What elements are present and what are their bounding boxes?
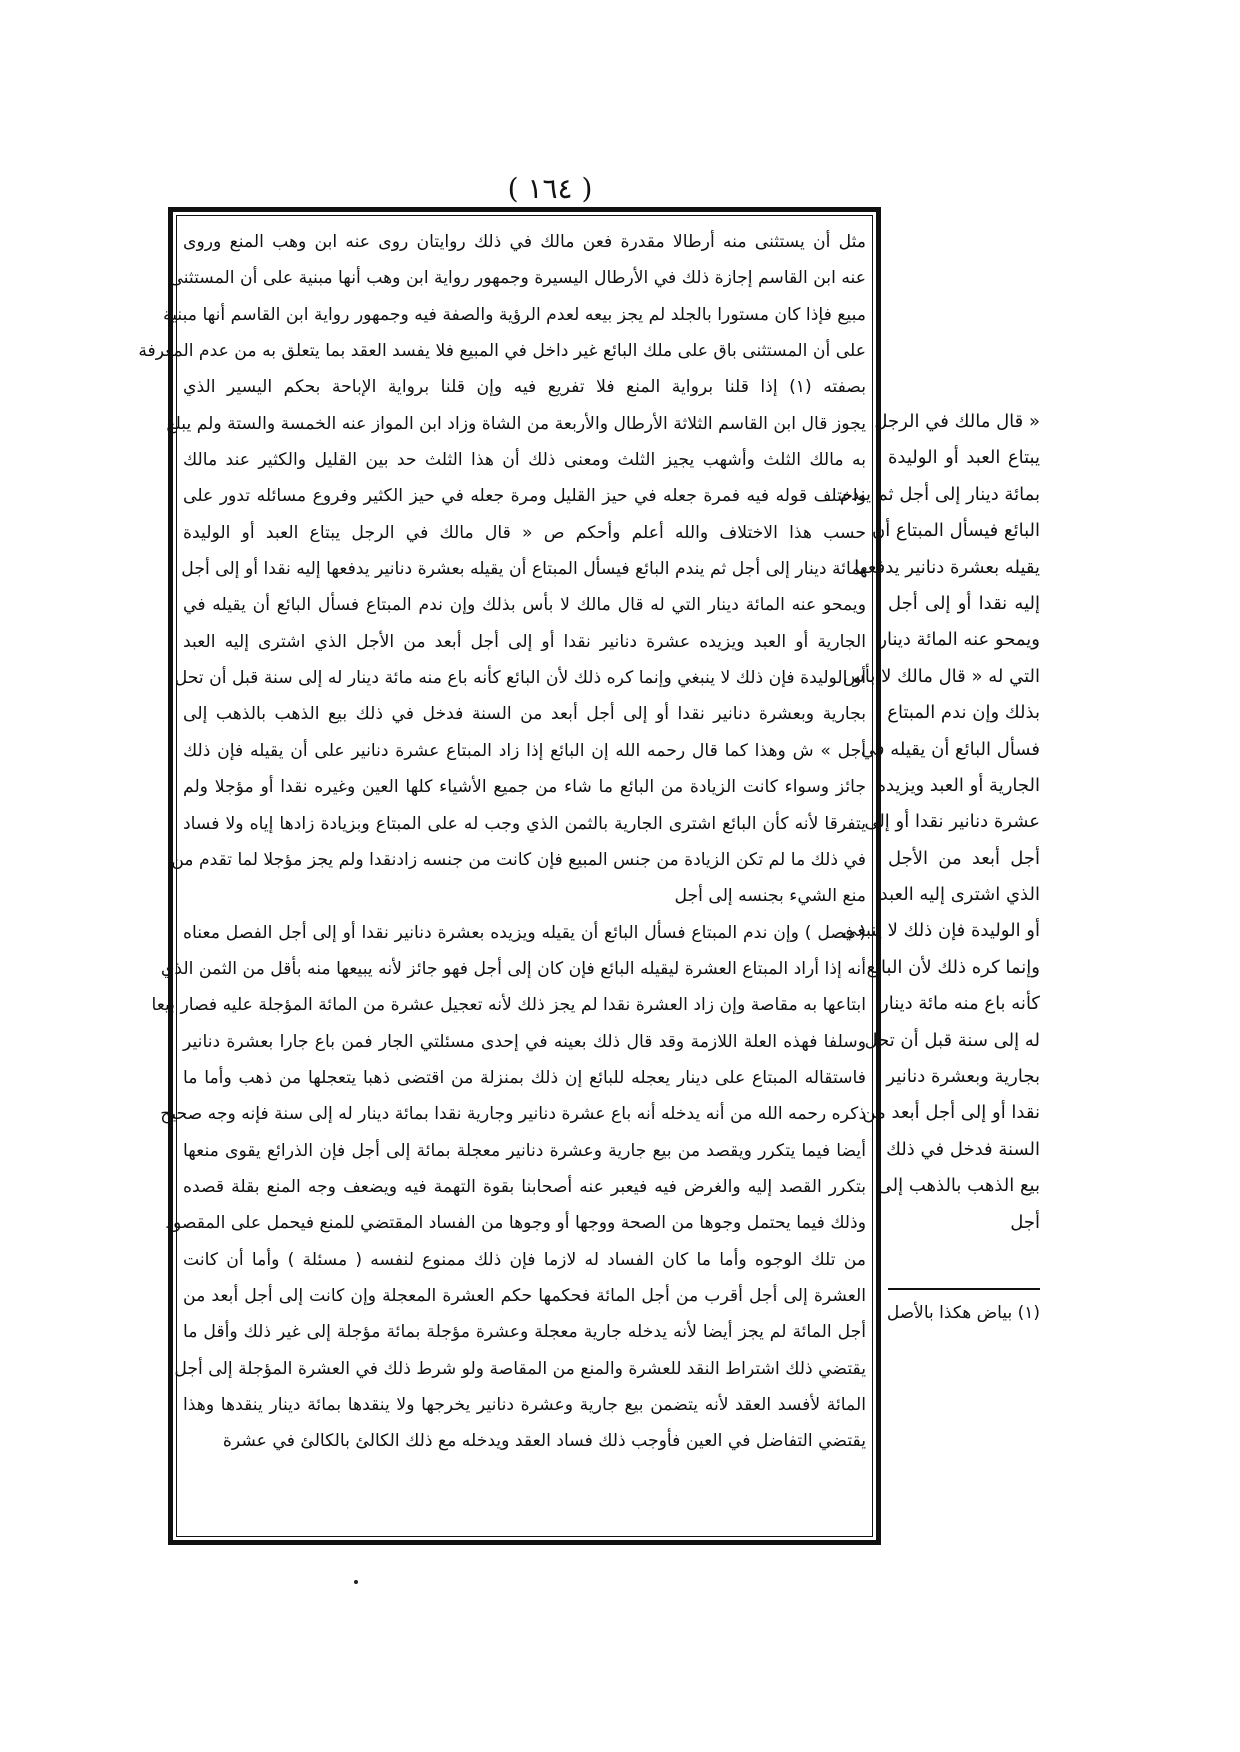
main-text-line: بمائة دينار إلى أجل ثم يندم البائع فيسأل المبتاع أن يقيله بعشرة دنانير يدفعها إليه نقدا أو إلى أجل: [181, 559, 866, 580]
main-text-line: وسلفا فهذه العلة اللازمة وقد قال ذلك بعينه في إحدى مسئلتي الجار فمن باع جارا بعشرة دنانير: [183, 1031, 866, 1052]
margin-text-line: يقيله بعشرة دنانير يدفعها: [854, 556, 1040, 578]
main-text-line: المائة لأفسد العقد لأنه يتضمن بيع جارية وعشرة دنانير يخرجها ولا ينقدها بمائة دينار ينقدها وهذا: [183, 1395, 866, 1415]
margin-text-line: أجل أبعد من الأجل: [888, 847, 1040, 869]
main-text-line: ذكره رحمه الله من أنه يدخله أنه باع عشرة دنانير وجارية نقدا بمائة دينار له إلى سنة فإنه وجه صحيح: [160, 1104, 866, 1125]
main-text-line: ( فصل ) وإن ندم المبتاع فسأل البائع أن يقيله ويزيده بعشرة دنانير نقدا أو إلى أجل الفصل معناه: [183, 922, 866, 943]
margin-text-line: بذلك وإن ندم المبتاع: [887, 702, 1040, 724]
margin-text-line: الذي اشترى إليه العبد: [879, 884, 1040, 906]
margin-text-line: وإنما كره ذلك لأن البائع: [866, 956, 1040, 978]
margin-text-line: أجل: [1010, 1211, 1040, 1233]
main-text-line: أجل » ش وهذا كما قال رحمه الله إن البائع إذا زاد المبتاع عشرة دنانير على أن يقيله فإن ذلك: [183, 740, 866, 761]
main-text-line: مبيع فإذا كان مستورا بالجلد لم يجز بيعه لعدم الرؤية والصفة فيه وجمهور رواية ابن القاسم أنها مبنية: [163, 304, 866, 325]
main-text-line: على أن المستثنى باق على ملك البائع غير داخل في المبيع فلا يفسد العقد بما يتعلق به من عدم المعرفة: [138, 341, 866, 362]
margin-text-line: يبتاع العبد أو الوليدة: [888, 447, 1040, 469]
ink-dot: [354, 1580, 358, 1584]
main-text-line: أنه إذا أراد المبتاع العشرة ليقيله البائع فإن كان إلى أجل فهو جائز لأنه يبيعها منه بأقل من الثمن الذي: [160, 958, 866, 979]
margin-text-line: بيع الذهب بالذهب إلى: [877, 1175, 1040, 1197]
main-text-line: بصفته (١) إذا قلنا برواية المنع فلا تفريع فيه وإن قلنا برواية الإباحة بحكم اليسير الذي: [183, 377, 866, 398]
main-text-line: في ذلك ما لم تكن الزيادة من جنس المبيع فإن كانت من جنسه زادنقدا ولم يجز مؤجلا لما تقدم من: [171, 849, 866, 870]
margin-text-line: الجارية أو العبد ويزيده: [876, 774, 1040, 796]
margin-commentary: [839, 404, 1040, 1241]
margin-text-line: أو الوليدة فإن ذلك لا ينبغي: [842, 920, 1040, 942]
margin-text-line: البائع فيسأل المبتاع أن: [871, 520, 1040, 542]
margin-text-line: « قال مالك في الرجل: [874, 411, 1040, 432]
main-text-body: [138, 224, 866, 1530]
margin-text-line: ويمحو عنه المائة دينار: [878, 629, 1040, 651]
margin-text-line: كأنه باع منه مائة دينار: [880, 993, 1040, 1015]
main-text-line: مثل أن يستثنى منه أرطالا مقدرة فعن مالك في ذلك روايتان روى عنه ابن وهب المنع وروى: [183, 232, 866, 252]
main-text-line: العشرة إلى أجل أقرب من أجل المائة فحكمها حكم العشرة المعجلة وإن كانت إلى أجل أبعد من: [183, 1285, 866, 1306]
margin-text-line: نقدا أو إلى أجل أبعد من: [862, 1102, 1040, 1124]
margin-text-line: بجارية وبعشرة دنانير: [886, 1066, 1040, 1088]
main-text-line: وذلك فيما يحتمل وجوها من الصحة ووجها أو وجوها من الفساد المقتضي للمنع فيحمل على المقصود: [165, 1213, 866, 1234]
main-text-line: جائز وسواء كانت الزيادة من البائع ما شاء من جميع الأشياء كلها العين وغيره نقدا أو مؤجلا ولم: [183, 777, 866, 798]
margin-text-line: فسأل البائع أن يقيله في: [860, 738, 1040, 760]
main-text-line: يقتضي التفاضل في العين فأوجب ذلك فساد العقد ويدخله مع ذلك الكالئ بالكالئ في عشرة: [222, 1431, 866, 1452]
main-text-line: حسب هذا الاختلاف والله أعلم وأحكم ص « قال مالك في الرجل يبتاع العبد أو الوليدة: [183, 522, 866, 543]
main-text-line: يتفرقا لأنه كأن البائع اشترى الجارية بالثمن الذي وجب له على المبتاع وبزيادة زادها إياه ولا فساد: [183, 813, 866, 834]
main-text-line: منع الشيء بجنسه إلى أجل: [674, 886, 866, 907]
page-number: ( ١٦٤ ): [507, 172, 593, 205]
main-text-line: بتكرر القصد إليه والغرض فيه فيعبر عنه أصحابنا بقوة التهمة فيه ويضعف وجه المنع بقلة قصده: [183, 1176, 866, 1197]
main-text-line: الجارية أو العبد ويزيده عشرة دنانير نقدا أو إلى أجل أبعد من الأجل الذي اشترى إليه العبد: [183, 631, 866, 652]
margin-text-line: إليه نقدا أو إلى أجل: [888, 592, 1040, 614]
margin-text-line: له إلى سنة قبل أن تحل: [864, 1029, 1040, 1051]
main-text-line: ويمحو عنه المائة دينار التي له قال مالك لا بأس بذلك وإن ندم المبتاع فسأل البائع أن يقيله في: [183, 595, 866, 616]
margin-text-line: عشرة دنانير نقدا أو إلى: [864, 811, 1040, 833]
main-text-line: يجوز قال ابن القاسم الثلاثة الأرطال والأربعة من الشاة وزاد ابن المواز عنه الخمسة والستة ولم يبلغ: [166, 413, 866, 434]
main-text-line: ابتاعها به مقاصة وإن زاد العشرة نقدا لم يجز ذلك لأنه تعجيل عشرة من المائة المؤجلة عليه فصار بيعا: [151, 995, 866, 1016]
margin-text-line: التي له « قال مالك لا بأس: [842, 665, 1040, 687]
margin-text-line: بمائة دينار إلى أجل ثم يندم: [839, 483, 1040, 505]
main-text-line: بجارية وبعشرة دنانير نقدا أو إلى أجل أبعد من السنة فدخل في ذلك بيع الذهب بالذهب إلى: [183, 704, 866, 725]
main-text-line: فاستقاله المبتاع على دينار يعجله للبائع إن ذلك بمنزلة من اقتضى ذهبا يتعجلها من ذهب وأما ما: [183, 1067, 866, 1088]
main-text-line: به مالك الثلث وأشهب يجيز الثلث ومعنى ذلك أن هذا الثلث حد بين القليل والكثير عند مالك: [183, 450, 866, 471]
main-text-line: أجل المائة لم يجز أيضا لأنه يدخله جارية معجلة وعشرة مؤجلة بمائة مؤجلة إلى غير ذلك وأقل ما: [183, 1322, 866, 1343]
main-text-frame: [138, 207, 881, 1545]
main-text-line: من تلك الوجوه وأما ما كان الفساد له لازما فإن ذلك ممنوع لنفسه ( مسئلة ) وأما أن كانت: [183, 1249, 866, 1270]
main-text-line: واختلف قوله فيه فمرة جعله في حيز القليل ومرة جعله في حيز الكثير وفروع مسائله تدور على: [183, 486, 866, 507]
margin-text-line: السنة فدخل في ذلك: [886, 1138, 1040, 1160]
main-text-line: عنه ابن القاسم إجازة ذلك في الأرطال اليسيرة وجمهور رواية ابن وهب أنها مبنية على أن المستثنى: [169, 268, 866, 289]
footnote: (١) بياض هكذا بالأصل: [886, 1303, 1040, 1323]
main-text-line: أيضا فيما يتكرر ويقصد من بيع جارية وعشرة دنانير معجلة بمائة إلى أجل فإن الذرائع يقوى منعها: [183, 1140, 866, 1161]
main-text-line: يقتضي ذلك اشتراط النقد للعشرة والمنع من المقاصة ولو شرط ذلك في العشرة المؤجلة إلى أجل: [174, 1358, 866, 1379]
main-text-line: أو الوليدة فإن ذلك لا ينبغي وإنما كره ذلك لأن البائع كأنه باع منه مائة دينار له إلى سنة قبل أن تحل: [174, 668, 866, 689]
footnote-divider: [888, 1288, 1040, 1290]
